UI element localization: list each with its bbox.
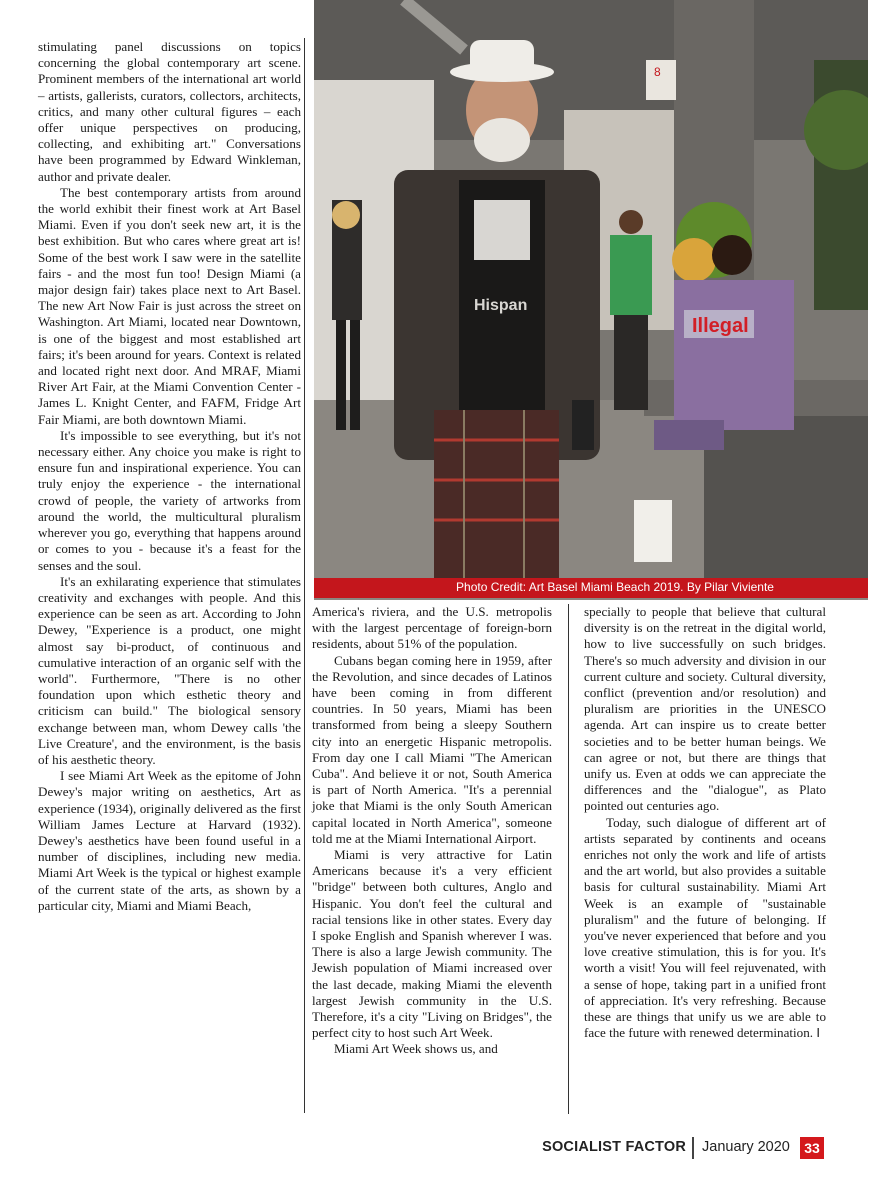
page-footer [0, 1137, 882, 1161]
paragraph: stimulating panel discussions on topics concerning the global contemporary art scene. Prominent members of the international art world – artists, gallerists, curators, collectors, architects, critics, and many other cultural figures – each offer unique perspectives on producing, collecting, and exhibiting art." Conversations have been programmed by Edward Winkleman, author and private dealer. [38, 39, 301, 184]
photo-caption: Photo Credit: Art Basel Miami Beach 2019. By Pilar Viviente [456, 580, 774, 594]
paragraph-text: Today, such dialogue of different art of artists separated by continents and oceans enriches not only the work and life of artists and the art world, but also provides a suitable basis for cultural sustainability. Miami Art Week is an example of "sustainable pluralism" and the future of belonging. If you've never experienced that before and you love creative stimulation, this is for you. It's worth a visit! You will feel rejuvenated, with a sense of hope, taking part in a unified front of appreciation. It's very refreshing. Because these are things that unify us we are able to face the future with renewed determination. [584, 814, 826, 1041]
end-mark: I [816, 1025, 820, 1041]
column-divider [304, 38, 305, 1113]
paragraph: It's impossible to see everything, but it's not necessary either. Any choice you make is right to ensure fun and inspirational experience. You can truly enjoy the experience - the international crowd of people, the variety of artworks from around the world, the multicultural pluralism wherever you go, everything that happens around or comes to you - because it's a feast for the senses and the soul. [38, 427, 301, 573]
paragraph: Cubans began coming here in 1959, after the Revolution, and since decades of Latinos have been coming in from different countries. In 50 years, Miami has been transformed from being a sleepy Southern city into an energetic Hispanic metropolis. From day one I call Miami "The American Cuba". And believe it or not, South America is part of North America. "It's a perennial joke that Miami is the only South American capital located in North America", someone told me at the Miami International Airport. [312, 652, 552, 846]
booth-sign-number: 8 [654, 65, 661, 79]
footer-divider [692, 1137, 694, 1159]
paragraph [584, 815, 826, 1042]
paragraph: Miami is very attractive for Latin Americans because it's a very efficient "bridge" between both cultures, Anglo and Hispanic. You don't feel the cultural and racial tensions like in other states. Every day I spoke English and Spanish wherever I was. There is also a large Jewish community. The Jewish population of Miami increased over the last decade, making Miami the eleventh largest Jewish community in the U.S. Therefore, it's a city "Living on Bridges", the perfect city to host such Art Week. [312, 847, 552, 1041]
paragraph: I see Miami Art Week as the epitome of John Dewey's major writing on aesthetics, Art as experience (1934), originally delivered as the first William James Lecture at Harvard (1932). Dewey's aesthetics have been found useful in a number of disciplines, including new media. Miami Art Week is the typical or highest example of the current state of the arts, as shown by a particular city, Miami and Miami Beach, [38, 768, 301, 913]
photo-caption-bar [314, 578, 868, 598]
article-column-3 [584, 604, 826, 1041]
paragraph: It's an exhilarating experience that stimulates creativity and exchanges with people. And this experience can be seen as art. According to John Dewey, "Experience is a product, one might almost say bi-product, of continuous and cumulative interaction of an organic self with the world". Furthermore, "There is no other foundation upon which esthetic theory and criticism can build." The biological sensory exchange between man, whom Dewey calls 'the Live Creature', and the environment, is the basis of his aesthetic theory. [38, 573, 301, 767]
paragraph: America's riviera, and the U.S. metropolis with the largest percentage of foreign-born residents, about 51% of the population. [312, 604, 552, 652]
shirt-text: Illegal [692, 315, 749, 337]
paragraph: The best contemporary artists from around the world exhibit their finest work at Art Basel Miami. Even if you don't seek new art, it is the best exhibition. But who cares where great art is! Some of the best work I saw were in the satellite fairs - and the most fun too! Design Miami (a major design fair) takes place next to Art Basel. The new Art Now Fair is just across the street on Washington. Art Miami, located near Downtown, is one of the biggest and most established art fairs; it's been around for years. Context is related and located right next door. And MRAF, Miami River Art Fair, at the Miami Convention Center - James L. Knight Center, and FAFM, Fridge Art Fair Miami, are both downtown Miami. [38, 184, 301, 427]
article-photo [314, 0, 868, 600]
issue-date: January 2020 [702, 1139, 790, 1155]
page-number: 33 [800, 1137, 824, 1159]
article-column-2 [312, 604, 552, 1058]
paragraph: Miami Art Week shows us, and [334, 1041, 498, 1057]
exhibition-photo-illustration [314, 0, 868, 600]
article-column-1 [38, 39, 301, 914]
column-divider [568, 604, 569, 1114]
tshirt-text: Hispan [474, 297, 528, 314]
magazine-name: SOCIALIST FACTOR [542, 1139, 686, 1155]
paragraph: specially to people that believe that cultural diversity is on the retreat in the digital world, how to live successfully on such bridges. There's so much adversity and division in our current culture and society. Cultural diversity, conflict (prevention and/or resolution) and pluralism are priorities in the UNESCO agenda. Art can inspire us to create better societies and to be better human beings. We can agree or not, but there are things that unify us. Even at odds we can appreciate the differences and the "dialogue", as Plato pointed out centuries ago. [584, 604, 826, 814]
